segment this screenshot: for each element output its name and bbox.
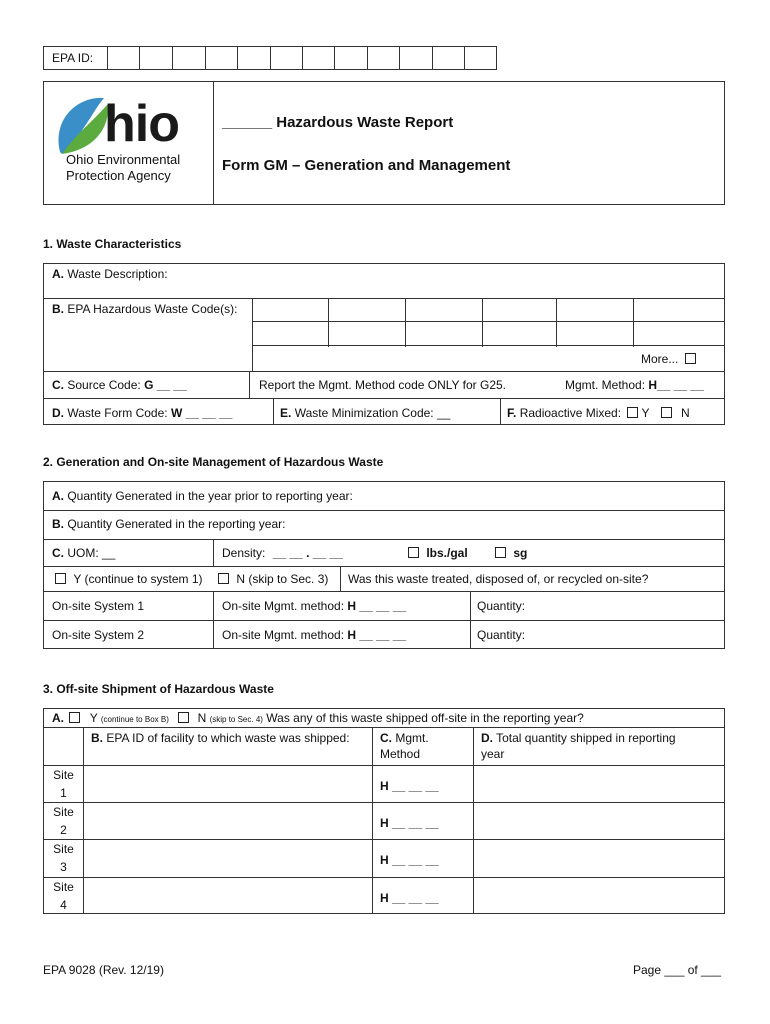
waste-code-cells[interactable] xyxy=(252,298,725,345)
qty-prior-year-field[interactable]: A. Quantity Generated in the year prior to reporting year: xyxy=(52,489,353,503)
site-3-method[interactable]: H __ __ __ xyxy=(380,853,439,867)
sec3-heading: 3. Off-site Shipment of Hazardous Waste xyxy=(43,682,274,696)
onsite-system-2-label: On-site System 2 xyxy=(52,628,145,642)
sec2-table xyxy=(43,481,725,649)
facility-epa-id-header: B. EPA ID of facility to which waste was shipped: xyxy=(91,731,350,745)
onsite-system-1-label: On-site System 1 xyxy=(52,599,145,613)
site-1-quantity-field[interactable] xyxy=(474,766,724,802)
report-title-text: Hazardous Waste Report xyxy=(276,114,454,131)
site-2-epa-id-field[interactable] xyxy=(84,803,372,839)
density-field[interactable]: Density: __ __ . __ __ xyxy=(222,546,343,560)
onsite-no-option[interactable]: N (skip to Sec. 3) xyxy=(218,572,328,586)
form-title: Form GM – Generation and Management xyxy=(222,157,511,174)
offsite-yes-checkbox[interactable] xyxy=(69,712,80,723)
site-1-epa-id-field[interactable] xyxy=(84,766,372,802)
waste-codes-label: B. EPA Hazardous Waste Code(s): xyxy=(52,302,238,316)
site-3-epa-id-field[interactable] xyxy=(84,840,372,877)
waste-description-field[interactable]: A. Waste Description: xyxy=(52,267,168,281)
site-1-label: Site 1 xyxy=(53,768,74,800)
total-quantity-header-line2: year xyxy=(481,747,505,761)
more-checkbox-icon[interactable] xyxy=(685,353,696,364)
sec1-heading: 1. Waste Characteristics xyxy=(43,237,182,251)
qty-reporting-year-field[interactable]: B. Quantity Generated in the reporting year: xyxy=(52,517,286,531)
epa-id-label: EPA ID: xyxy=(52,51,94,65)
site-4-method[interactable]: H __ __ __ xyxy=(380,891,439,905)
site-2-label: Site 2 xyxy=(53,805,74,837)
logo-agency-line1: Ohio Environmental xyxy=(66,152,181,167)
mgmt-method-field[interactable]: Mgmt. Method: H__ __ __ xyxy=(565,378,704,392)
total-quantity-header: D. Total quantity shipped in reporting xyxy=(481,731,676,745)
offsite-no-checkbox[interactable] xyxy=(178,712,189,723)
g25-note: Report the Mgmt. Method code ONLY for G25. xyxy=(259,378,507,392)
radioactive-yes-checkbox[interactable] xyxy=(627,407,638,418)
form-number: EPA 9028 (Rev. 12/19) xyxy=(43,963,164,977)
sg-checkbox[interactable] xyxy=(495,547,506,558)
site-2-method[interactable]: H __ __ __ xyxy=(380,816,439,830)
mgmt-method-header: C. Mgmt. xyxy=(380,731,429,745)
site-3-label: Site 3 xyxy=(53,842,74,874)
site-4-epa-id-field[interactable] xyxy=(84,878,372,914)
onsite-system-1-quantity[interactable]: Quantity: xyxy=(477,599,526,613)
lbs-gal-option[interactable]: lbs./gal xyxy=(408,546,468,560)
sg-option[interactable]: sg xyxy=(495,546,527,560)
report-title xyxy=(222,114,453,132)
site-4-label: Site 4 xyxy=(53,880,74,912)
site-2-quantity-field[interactable] xyxy=(474,803,724,839)
lbs-gal-checkbox[interactable] xyxy=(408,547,419,558)
waste-form-code-field[interactable]: D. Waste Form Code: W __ __ __ xyxy=(52,406,233,420)
offsite-shipped-question: A. Y (continue to Box B) N (skip to Sec. 4) Was any of this waste shipped off-site in the reporting year? xyxy=(52,711,584,725)
onsite-question: Was this waste treated, disposed of, or recycled on-site? xyxy=(348,572,649,586)
onsite-system-2-method[interactable]: On-site Mgmt. method: H __ __ __ xyxy=(222,628,407,642)
source-code-field[interactable]: C. Source Code: G __ __ xyxy=(52,378,187,392)
onsite-system-2-quantity[interactable]: Quantity: xyxy=(477,628,526,642)
report-year-blank[interactable]: ______ xyxy=(222,114,273,131)
mgmt-method-header-line2: Method xyxy=(380,747,421,761)
onsite-no-checkbox[interactable] xyxy=(218,573,229,584)
page-number: Page ___ of ___ xyxy=(633,963,722,977)
more-codes-checkbox[interactable]: More... xyxy=(641,352,696,366)
onsite-yes-option[interactable]: Y (continue to system 1) xyxy=(55,572,203,586)
radioactive-mixed-field: F. Radioactive Mixed: Y N xyxy=(507,406,690,420)
logo-agency-line2: Protection Agency xyxy=(66,168,171,183)
site-4-quantity-field[interactable] xyxy=(474,878,724,914)
site-1-method[interactable]: H __ __ __ xyxy=(380,779,439,793)
radioactive-no-checkbox[interactable] xyxy=(661,407,672,418)
waste-minimization-field[interactable]: E. Waste Minimization Code: __ xyxy=(280,406,451,420)
uom-field[interactable]: C. UOM: __ xyxy=(52,546,116,560)
site-3-quantity-field[interactable] xyxy=(474,840,724,877)
logo-wordmark: hio xyxy=(104,95,179,153)
ohio-epa-logo xyxy=(52,90,210,190)
onsite-system-1-method[interactable]: On-site Mgmt. method: H __ __ __ xyxy=(222,599,407,613)
onsite-yes-checkbox[interactable] xyxy=(55,573,66,584)
sec2-heading: 2. Generation and On-site Management of Hazardous Waste xyxy=(43,455,384,469)
